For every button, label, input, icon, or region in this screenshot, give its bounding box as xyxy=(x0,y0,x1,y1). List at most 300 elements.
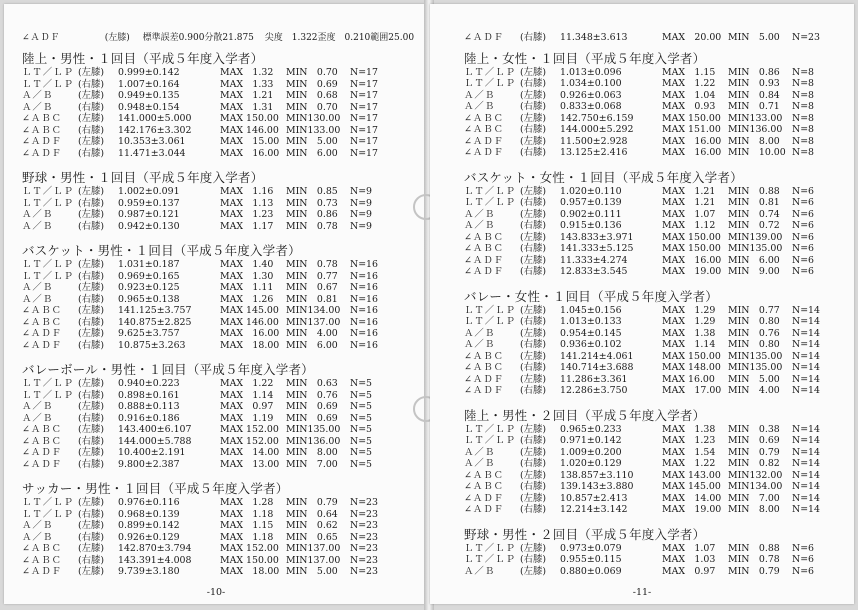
row-min: MIN 7.00 xyxy=(728,492,780,504)
row-side: (右膝) xyxy=(520,435,547,446)
row-side: (右膝) xyxy=(78,270,105,282)
row-label: ∠ＡＤＦ xyxy=(464,147,504,158)
row-mean: 0.973±0.079 xyxy=(560,542,622,554)
row-mean: 0.880±0.069 xyxy=(560,565,622,577)
row-side: (右膝) xyxy=(520,316,547,327)
row-side: (左膝) xyxy=(78,401,105,412)
row-mean: 142.870±3.794 xyxy=(118,543,192,554)
row-min: MIN 0.79 xyxy=(286,497,338,508)
row-side: (右膝) xyxy=(520,339,547,350)
row-min: MIN 0.73 xyxy=(286,197,338,209)
row-label: ＬＴ／ＬＰ xyxy=(464,78,516,89)
row-mean: 0.949±0.135 xyxy=(118,90,180,101)
row-min: MIN 0.69 xyxy=(286,78,338,90)
row-mean: 0.959±0.137 xyxy=(118,197,180,209)
stats-row xyxy=(464,481,858,493)
right-page xyxy=(430,4,854,604)
row-label: ＬＴ／ＬＰ xyxy=(22,67,74,78)
row-side: (右膝) xyxy=(78,316,105,328)
stats-row xyxy=(22,566,422,578)
row-mean: 142.750±6.159 xyxy=(560,112,634,124)
summary-stderr: 標準誤差0.900 xyxy=(142,33,205,43)
row-n: N=17 xyxy=(350,90,378,101)
row-n: N=9 xyxy=(350,197,373,209)
row-n: N=23 xyxy=(350,543,378,554)
row-label: Ａ／Ｂ xyxy=(464,220,496,231)
stats-section xyxy=(464,407,858,516)
row-mean: 1.007±0.164 xyxy=(118,78,180,90)
row-mean: 143.833±3.971 xyxy=(560,231,634,243)
row-n: N=23 xyxy=(350,508,378,520)
row-max: MAX 1.18 xyxy=(220,508,274,520)
row-mean: 0.926±0.063 xyxy=(560,89,622,101)
row-max: MAX 1.29 xyxy=(662,316,716,327)
row-label: Ａ／Ｂ xyxy=(22,90,54,101)
stats-row xyxy=(22,424,422,436)
row-min: MIN 8.00 xyxy=(728,504,780,515)
row-n: N=14 xyxy=(792,350,820,362)
row-n: N=5 xyxy=(350,412,373,424)
row-label: Ａ／Ｂ xyxy=(22,401,54,412)
row-max: MAX 1.22 xyxy=(220,378,274,389)
row-label: Ａ／Ｂ xyxy=(22,220,54,232)
row-min: MIN 6.00 xyxy=(286,147,338,159)
row-mean: 0.916±0.186 xyxy=(118,412,180,424)
stats-row xyxy=(22,447,422,459)
summary-kurtosis: 尖度 1.322 xyxy=(264,33,318,43)
row-min: MIN 0.68 xyxy=(286,90,338,101)
row-label: Ａ／Ｂ xyxy=(464,89,496,101)
row-label: ∠ＡＢＣ xyxy=(22,316,62,328)
row-label: Ａ／Ｂ xyxy=(464,446,496,458)
row-mean: 0.971±0.142 xyxy=(560,435,622,446)
row-max: MAX 1.14 xyxy=(220,389,274,401)
row-max: MAX 150.00 xyxy=(662,243,721,254)
stats-row xyxy=(464,447,858,459)
row-label: Ａ／Ｂ xyxy=(22,209,54,220)
row-min: MIN 0.93 xyxy=(728,78,780,89)
row-label: ∠ＡＢＣ xyxy=(22,305,62,316)
row-n: N=6 xyxy=(792,185,815,197)
row-side: (左膝) xyxy=(520,350,547,362)
row-max: MAX 1.38 xyxy=(662,423,716,435)
row-label: ∠ＡＢＣ xyxy=(22,543,62,554)
row-label: Ａ／Ｂ xyxy=(22,412,54,424)
row-side: (右膝) xyxy=(78,435,105,447)
row-mean: 1.020±0.110 xyxy=(560,185,622,197)
row-label: Ａ／Ｂ xyxy=(464,458,496,469)
row-mean: 0.899±0.142 xyxy=(118,520,180,531)
row-n: N=23 xyxy=(350,554,378,566)
row-n: N=14 xyxy=(792,504,820,515)
row-mean: 0.976±0.116 xyxy=(118,497,180,508)
row-min: MIN135.00 xyxy=(728,350,783,362)
row-max: MAX 150.00 xyxy=(662,350,721,362)
row-min: MIN 5.00 xyxy=(286,136,338,147)
row-min: MIN 4.00 xyxy=(728,385,780,396)
stats-row xyxy=(464,493,858,505)
row-side: (左膝) xyxy=(520,208,547,220)
row-mean: 10.400±2.191 xyxy=(118,447,186,458)
row-max: MAX 15.00 xyxy=(220,136,280,147)
row-mean: 0.954±0.145 xyxy=(560,327,622,339)
row-min: MIN 0.85 xyxy=(286,186,338,197)
row-side: (左膝) xyxy=(520,492,547,504)
row-n: N=16 xyxy=(350,282,378,293)
row-n: N=16 xyxy=(350,305,378,316)
row-min: MIN 5.00 xyxy=(728,373,780,385)
stats-section xyxy=(22,361,422,470)
row-side: (左膝) xyxy=(78,328,105,339)
left-page xyxy=(4,4,428,604)
stats-row xyxy=(464,255,858,267)
row-side: (左膝) xyxy=(78,209,105,220)
row-mean: 9.800±2.387 xyxy=(118,458,180,470)
summary-stats-line xyxy=(22,32,422,50)
stats-row xyxy=(22,209,422,221)
row-n: N=16 xyxy=(350,293,378,305)
row-mean: 0.888±0.113 xyxy=(118,401,180,412)
row-max: MAX 1.03 xyxy=(662,554,716,565)
row-mean: 11.348±3.613 xyxy=(560,32,628,43)
row-mean: 12.833±3.545 xyxy=(560,266,628,277)
row-side: (左膝) xyxy=(78,186,105,197)
stats-row xyxy=(22,113,422,125)
row-n: N=6 xyxy=(792,565,815,577)
stats-row xyxy=(22,317,422,329)
row-n: N=14 xyxy=(792,304,820,316)
section-title: 野球・男性・２回目（平成５年度入学者） xyxy=(464,526,706,542)
row-min: MIN 5.00 xyxy=(728,32,780,43)
stats-row xyxy=(22,67,422,79)
stats-row xyxy=(22,413,422,425)
row-label: Ａ／Ｂ xyxy=(464,101,496,112)
stats-row xyxy=(22,282,422,294)
row-side: (左膝) xyxy=(520,66,547,78)
row-min: MIN 0.88 xyxy=(728,185,780,197)
row-label: Ａ／Ｂ xyxy=(464,208,496,220)
row-side: (右膝) xyxy=(78,197,105,209)
row-max: MAX 19.00 xyxy=(662,266,722,277)
stats-row xyxy=(464,339,858,351)
row-min: MIN137.00 xyxy=(286,316,341,328)
left-sections xyxy=(22,50,422,578)
stats-row xyxy=(22,378,422,390)
stats-row xyxy=(22,543,422,555)
row-side: (右膝) xyxy=(520,78,547,89)
row-label: Ａ／Ｂ xyxy=(464,327,496,339)
row-mean: 10.857±2.413 xyxy=(560,492,628,504)
row-side: (右膝) xyxy=(78,101,105,113)
row-label: Ａ／Ｂ xyxy=(22,101,54,113)
section-title: バスケット・女性・１回目（平成５年度入学者） xyxy=(464,169,743,185)
row-mean: 140.875±2.825 xyxy=(118,316,192,328)
row-max: MAX 1.40 xyxy=(220,259,274,270)
row-min: MIN 10.00 xyxy=(728,147,786,158)
stats-row xyxy=(22,148,422,160)
stats-row xyxy=(22,555,422,567)
row-side: (右膝) xyxy=(520,32,547,43)
row-mean: 0.902±0.111 xyxy=(560,208,622,220)
row-label: ＬＴ／ＬＰ xyxy=(22,78,74,90)
stats-section xyxy=(464,526,858,578)
stats-row xyxy=(464,101,858,113)
row-label: ∠ＡＢＣ xyxy=(464,481,504,492)
row-mean: 138.857±3.110 xyxy=(560,469,634,481)
row-label: ＬＴ／ＬＰ xyxy=(22,197,74,209)
stats-row xyxy=(22,198,422,210)
row-mean: 1.002±0.091 xyxy=(118,186,180,197)
row-min: MIN135.00 xyxy=(728,243,783,254)
row-label: ∠ＡＤＦ xyxy=(464,385,504,396)
summary-label: ∠ＡＤＦ xyxy=(22,33,61,43)
row-mean: 0.923±0.125 xyxy=(118,282,180,293)
row-side: (左膝) xyxy=(520,327,547,339)
stats-row xyxy=(464,351,858,363)
row-n: N=17 xyxy=(350,124,378,136)
row-mean: 0.968±0.139 xyxy=(118,508,180,520)
row-min: MIN 6.00 xyxy=(728,254,780,266)
row-max: MAX 1.21 xyxy=(220,90,274,101)
row-mean: 0.942±0.130 xyxy=(118,220,180,232)
stats-row xyxy=(464,424,858,436)
row-mean: 141.333±5.125 xyxy=(560,243,634,254)
row-n: N=8 xyxy=(792,112,815,124)
section-title: 陸上・女性・１回目（平成５年度入学者） xyxy=(464,50,706,66)
row-mean: 0.955±0.115 xyxy=(560,554,622,565)
row-side: (左膝) xyxy=(520,135,547,147)
row-mean: 12.286±3.750 xyxy=(560,385,628,396)
row-side: (右膝) xyxy=(520,101,547,112)
row-mean: 0.987±0.121 xyxy=(118,209,180,220)
row-label: ∠ＡＤＦ xyxy=(22,458,62,470)
row-mean: 0.833±0.068 xyxy=(560,101,622,112)
row-n: N=8 xyxy=(792,66,815,78)
row-side: (左膝) xyxy=(78,520,105,531)
row-min: MIN 0.88 xyxy=(728,542,780,554)
stats-row xyxy=(22,497,422,509)
row-n: N=16 xyxy=(350,328,378,339)
row-n: N=6 xyxy=(792,208,815,220)
row-side: (左膝) xyxy=(520,304,547,316)
row-side: (左膝) xyxy=(78,543,105,554)
page-number-right: -11- xyxy=(632,587,652,598)
summary-range: 範囲25.00 xyxy=(370,33,415,43)
row-max: MAX 152.00 xyxy=(220,543,279,554)
row-min: MIN 0.70 xyxy=(286,101,338,113)
stats-row xyxy=(464,470,858,482)
row-mean: 143.391±4.008 xyxy=(118,554,192,566)
row-max: MAX 152.00 xyxy=(220,424,279,435)
row-max: MAX 16.00 xyxy=(662,373,715,385)
row-label: ∠ＡＤＦ xyxy=(22,136,62,147)
row-label: ＬＴ／ＬＰ xyxy=(22,508,74,520)
right-page-content xyxy=(464,32,858,587)
row-side: (右膝) xyxy=(520,385,547,396)
row-n: N=8 xyxy=(792,135,815,147)
row-min: MIN 0.79 xyxy=(728,446,780,458)
row-mean: 1.013±0.096 xyxy=(560,66,622,78)
row-label: ∠ＡＤＦ xyxy=(464,373,504,385)
row-max: MAX 1.04 xyxy=(662,89,716,101)
row-max: MAX 150.00 xyxy=(662,231,721,243)
row-min: MIN 0.78 xyxy=(286,259,338,270)
row-min: MIN136.00 xyxy=(286,435,341,447)
stats-row xyxy=(22,401,422,413)
stats-section xyxy=(22,480,422,578)
row-n: N=5 xyxy=(350,435,373,447)
row-min: MIN132.00 xyxy=(728,469,783,481)
page-number-left: -10- xyxy=(206,587,226,598)
row-label: ∠ＡＢＣ xyxy=(464,231,504,243)
row-side: (右膝) xyxy=(78,78,105,90)
row-label: ＬＴ／ＬＰ xyxy=(22,259,74,270)
row-label: Ａ／Ｂ xyxy=(464,565,496,577)
section-title: 陸上・男性・１回目（平成５年度入学者） xyxy=(22,51,264,66)
row-max: MAX 1.30 xyxy=(220,270,274,282)
row-min: MIN137.00 xyxy=(286,554,341,566)
stats-row xyxy=(464,232,858,244)
stats-row xyxy=(464,316,858,328)
row-max: MAX 150.00 xyxy=(662,112,721,124)
row-max: MAX 1.22 xyxy=(662,458,716,469)
row-min: MIN 0.82 xyxy=(728,458,780,469)
left-page-content xyxy=(22,32,422,588)
row-n: N=14 xyxy=(792,339,820,350)
stats-row xyxy=(22,340,422,352)
row-min: MIN135.00 xyxy=(728,362,783,373)
row-max: MAX 1.33 xyxy=(220,78,274,90)
stats-row xyxy=(22,271,422,283)
row-max: MAX 143.00 xyxy=(662,469,721,481)
stats-section xyxy=(464,50,858,159)
row-side: (左膝) xyxy=(520,446,547,458)
row-mean: 141.000±5.000 xyxy=(118,113,192,124)
row-max: MAX 17.00 xyxy=(662,385,722,396)
row-label: ∠ＡＤＦ xyxy=(464,492,504,504)
row-label: ＬＴ／ＬＰ xyxy=(464,66,516,78)
row-label: ∠ＡＢＣ xyxy=(22,424,62,435)
section-title: 野球・男性・１回目（平成５年度入学者） xyxy=(22,170,264,185)
row-n: N=8 xyxy=(792,101,815,112)
row-min: MIN 0.81 xyxy=(286,293,338,305)
row-mean: 141.214±4.061 xyxy=(560,350,634,362)
row-n: N=17 xyxy=(350,101,378,113)
stats-row xyxy=(22,305,422,317)
row-mean: 140.714±3.688 xyxy=(560,362,634,373)
stats-row xyxy=(464,328,858,340)
row-max: MAX 1.16 xyxy=(220,186,274,197)
stats-row xyxy=(464,362,858,374)
row-side: (左膝) xyxy=(520,423,547,435)
stats-section xyxy=(22,242,422,351)
row-mean: 0.926±0.129 xyxy=(118,531,180,543)
stats-row xyxy=(464,458,858,470)
row-n: N=17 xyxy=(350,67,378,78)
summary-side: (左膝) xyxy=(104,33,130,43)
row-label: ∠ＡＤＦ xyxy=(464,32,504,43)
summary-skewness: 歪度 0.210 xyxy=(317,33,371,43)
row-mean: 10.875±3.263 xyxy=(118,339,186,351)
row-n: N=9 xyxy=(350,209,373,220)
row-mean: 11.286±3.361 xyxy=(560,373,628,385)
stats-row xyxy=(464,554,858,566)
section-title: バレー・女性・１回目（平成５年度入学者） xyxy=(464,288,719,304)
row-min: MIN139.00 xyxy=(728,231,783,243)
row-side: (右膝) xyxy=(520,362,547,373)
row-n: N=23 xyxy=(350,497,378,508)
row-max: MAX 16.00 xyxy=(662,147,722,158)
stats-row xyxy=(22,328,422,340)
stats-row xyxy=(22,125,422,137)
row-max: MAX 150.00 xyxy=(220,113,279,124)
row-min: MIN 6.00 xyxy=(286,339,338,351)
row-n: N=14 xyxy=(792,481,820,492)
row-n: N=9 xyxy=(350,186,373,197)
row-side: (左膝) xyxy=(520,542,547,554)
row-side: (左膝) xyxy=(78,67,105,78)
row-n: N=8 xyxy=(792,124,815,135)
row-label: ＬＴ／ＬＰ xyxy=(22,389,74,401)
row-max: MAX 0.97 xyxy=(662,565,716,577)
row-mean: 0.965±0.233 xyxy=(560,423,622,435)
row-mean: 1.034±0.100 xyxy=(560,78,622,89)
row-mean: 1.009±0.200 xyxy=(560,446,622,458)
row-mean: 142.176±3.302 xyxy=(118,124,192,136)
row-max: MAX 14.00 xyxy=(662,492,722,504)
row-side: (左膝) xyxy=(520,231,547,243)
row-max: MAX 151.00 xyxy=(662,124,721,135)
row-side: (右膝) xyxy=(78,389,105,401)
stats-row xyxy=(464,266,858,278)
row-side: (右膝) xyxy=(520,147,547,158)
stats-row xyxy=(22,459,422,471)
row-max: MAX 1.07 xyxy=(662,208,716,220)
row-label: Ａ／Ｂ xyxy=(464,339,496,350)
row-label: ＬＴ／ＬＰ xyxy=(22,270,74,282)
row-n: N=14 xyxy=(792,446,820,458)
row-label: Ａ／Ｂ xyxy=(22,520,54,531)
row-max: MAX 1.29 xyxy=(662,304,716,316)
row-max: MAX 1.13 xyxy=(220,197,274,209)
row-min: MIN 8.00 xyxy=(286,447,338,458)
row-mean: 0.948±0.154 xyxy=(118,101,180,113)
stats-row xyxy=(22,79,422,91)
row-side: (右膝) xyxy=(78,412,105,424)
row-mean: 144.000±5.292 xyxy=(560,124,634,135)
row-min: MIN136.00 xyxy=(728,124,783,135)
row-side: (左膝) xyxy=(78,447,105,458)
row-n: N=6 xyxy=(792,542,815,554)
row-n: N=6 xyxy=(792,254,815,266)
row-side: (右膝) xyxy=(520,197,547,208)
row-mean: 139.143±3.880 xyxy=(560,481,634,492)
row-mean: 0.957±0.139 xyxy=(560,197,622,208)
stats-row xyxy=(22,259,422,271)
row-max: MAX 16.00 xyxy=(220,328,280,339)
row-n: N=6 xyxy=(792,266,815,277)
row-n: N=6 xyxy=(792,231,815,243)
row-side: (右膝) xyxy=(520,243,547,254)
row-max: MAX 13.00 xyxy=(220,458,280,470)
row-label: ∠ＡＤＦ xyxy=(464,254,504,266)
stats-row xyxy=(22,509,422,521)
row-max: MAX 1.28 xyxy=(220,497,274,508)
row-n: N=16 xyxy=(350,259,378,270)
stats-row xyxy=(22,532,422,544)
row-label: Ａ／Ｂ xyxy=(22,293,54,305)
stats-row xyxy=(22,102,422,114)
